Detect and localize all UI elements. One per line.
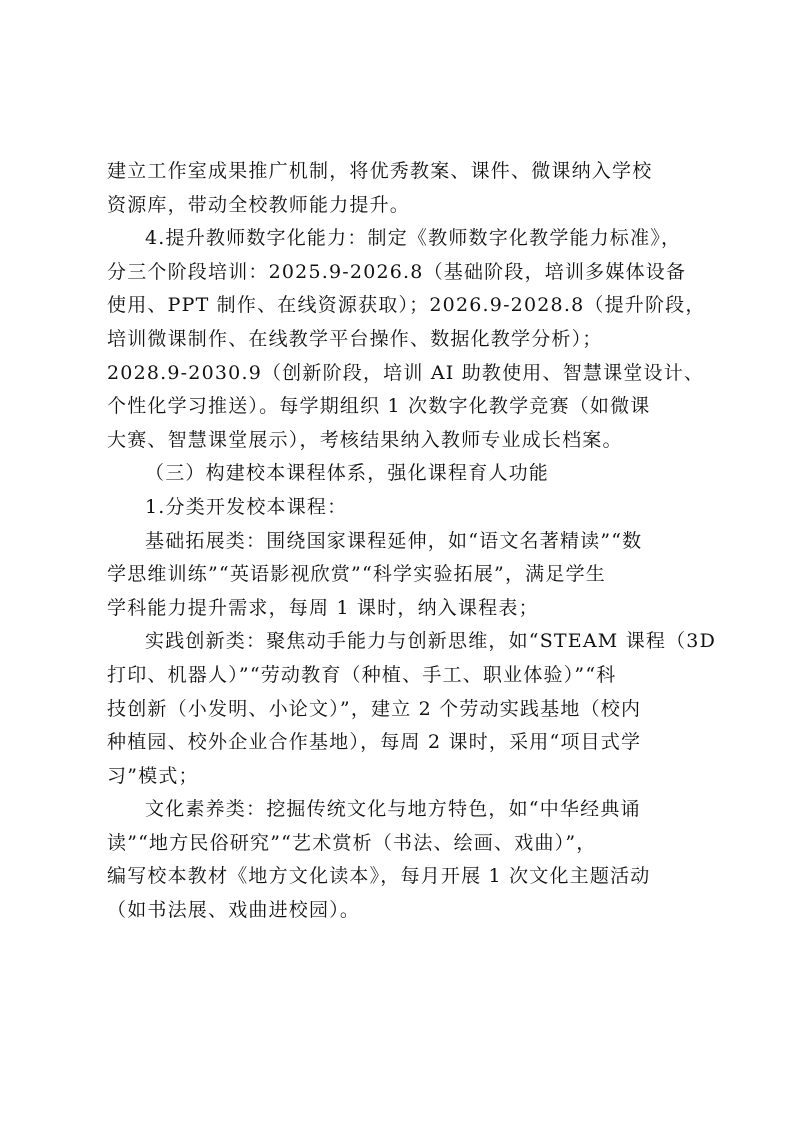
- text-line: 培训微课制作、在线教学平台操作、数据化教学分析）；: [107, 327, 603, 350]
- text-line: 建立工作室成果推广机制，将优秀教案、课件、微课纳入学校: [107, 160, 653, 182]
- text-line: 2028.9-2030.9（创新阶段，培训 AI 助教使用、智慧课堂设计、: [107, 361, 705, 384]
- section-heading: （三）构建校本课程体系，强化课程育人功能: [145, 462, 550, 485]
- text-line: 种植园、校外企业合作基地），每周 2 课时，采用“项目式学: [107, 731, 642, 754]
- text-line: 读”“地方民俗研究”“艺术赏析（书法、绘画、戏曲）”，: [107, 831, 597, 854]
- text-line: 打印、机器人）”“劳动教育（种植、手工、职业体验）”“科: [107, 663, 617, 686]
- text-line: 基础拓展类：围绕国家课程延伸，如“语文名著精读”“数: [145, 529, 643, 552]
- text-line: 4.提升教师数字化能力：制定《教师数字化教学能力标准》，: [145, 227, 682, 250]
- text-line: 使用、PPT 制作、在线资源获取）；2026.9-2028.8（提升阶段，: [107, 294, 706, 317]
- text-line: 学思维训练”“英语影视欣赏”“科学实验拓展”，满足学生: [107, 563, 606, 586]
- text-line: （如书法展、戏曲进校园）。: [107, 899, 361, 922]
- text-line: 文化素养类：挖掘传统文化与地方特色，如“中华经典诵: [145, 798, 641, 821]
- text-line: 资源库，带动全校教师能力提升。: [107, 193, 411, 216]
- subsection-heading: 1.分类开发校本课程：: [145, 495, 348, 518]
- text-line: 实践创新类：聚焦动手能力与创新思维，如“STEAM 课程（3D: [145, 630, 717, 653]
- text-line: 分三个阶段培训：2025.9-2026.8（基础阶段，培训多媒体设备: [107, 260, 687, 283]
- text-line: 个性化学习推送）。每学期组织 1 次数字化教学竞赛（如微课: [107, 395, 651, 418]
- text-line: 编写校本教材《地方文化读本》，每月开展 1 次文化主题活动: [107, 865, 651, 888]
- text-line: 学科能力提升需求，每周 1 课时，纳入课程表；: [107, 596, 539, 619]
- text-line: 习”模式；: [107, 764, 199, 787]
- document-body: [107, 155, 717, 928]
- text-line: 大赛、智慧课堂展示），考核结果纳入教师专业成长档案。: [107, 428, 623, 451]
- text-line: 技创新（小发明、小论文）”，建立 2 个劳动实践基地（校内: [107, 697, 642, 720]
